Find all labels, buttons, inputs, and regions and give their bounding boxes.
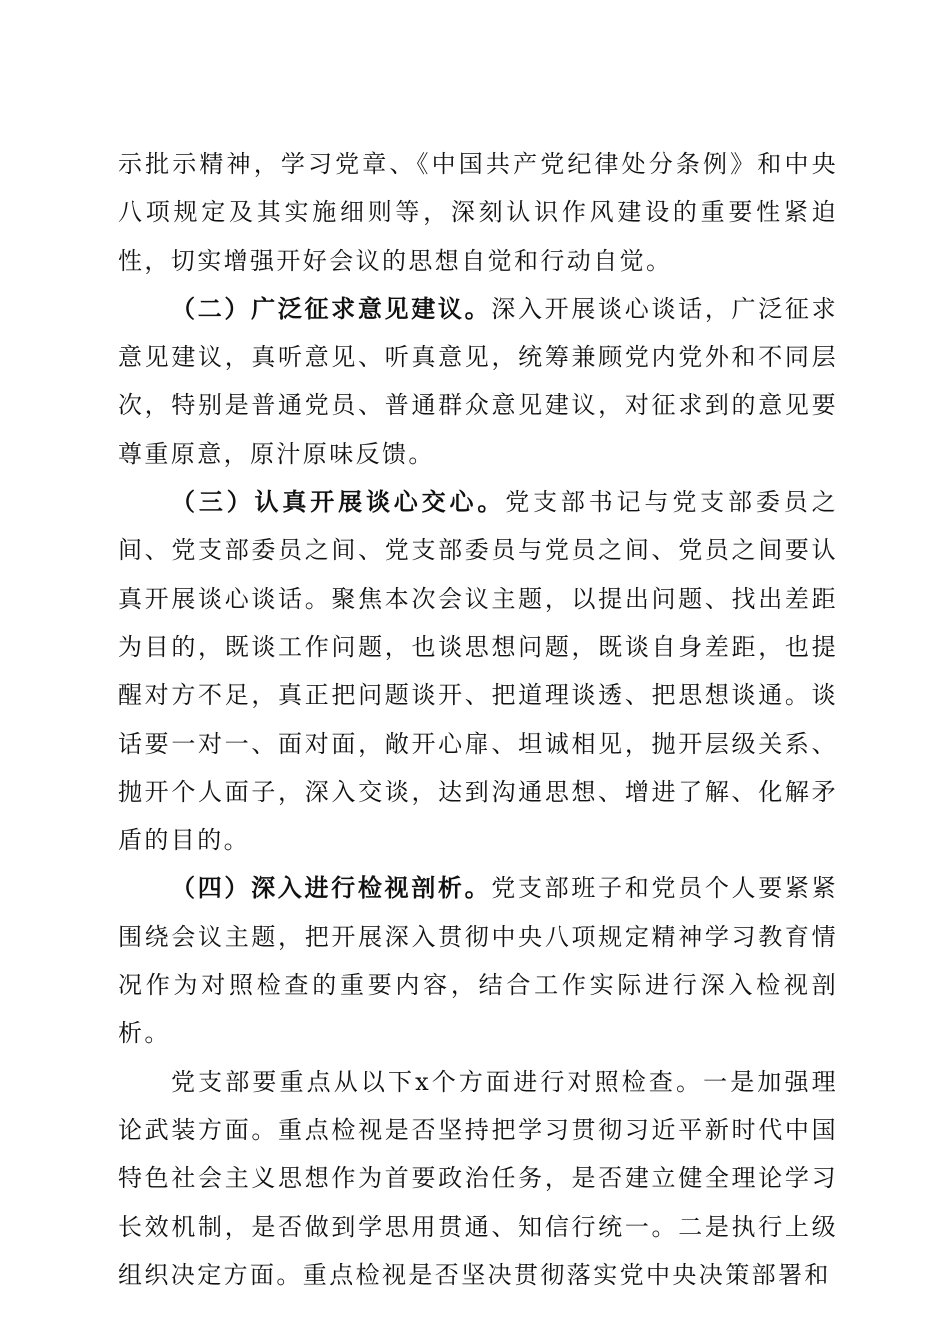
paragraph-4 bbox=[118, 864, 838, 1057]
paragraph-3 bbox=[118, 478, 838, 864]
paragraph-5 bbox=[118, 1058, 838, 1299]
paragraph-2 bbox=[118, 285, 838, 478]
paragraph-4-text: 党支部班子和党员个人要紧紧围绕会议主题，把开展深入贯彻中央八项规定精神学习教育情况作为对照检查的重要内容，结合工作实际进行深入检视剖析。 bbox=[118, 874, 838, 1048]
paragraph-2-text: 深入开展谈心谈话，广泛征求意见建议，真听意见、听真意见，统筹兼顾党内党外和不同层次，特别是普通党员、普通群众意见建议，对征求到的意见要尊重原意，原汁原味反馈。 bbox=[118, 294, 838, 468]
paragraph-2-heading: （二）广泛征求意见建议。 bbox=[171, 293, 492, 323]
paragraph-3-text: 党支部书记与党支部委员之间、党支部委员之间、党支部委员与党员之间、党员之间要认真开展谈心谈话。聚焦本次会议主题，以提出问题、找出差距为目的，既谈工作问题，也谈思想问题，既谈自身差距，也提醒对方不足，真正把问题谈开、把道理谈透、把思想谈通。谈话要一对一、面对面，敞开心扉、坦诚相见，抛开层级关系、抛开个人面子，深入交谈，达到沟通思想、增进了解、化解矛盾的目的。 bbox=[118, 488, 838, 855]
paragraph-1-text: 示批示精神，学习党章、《中国共产党纪律处分条例》和中央八项规定及其实施细则等，深刻认识作风建设的重要性紧迫性，切实增强开好会议的思想自觉和行动自觉。 bbox=[118, 150, 838, 275]
paragraph-1 bbox=[118, 140, 838, 285]
paragraph-3-heading: （三）认真开展谈心交心。 bbox=[171, 487, 506, 517]
paragraph-4-heading: （四）深入进行检视剖析。 bbox=[171, 873, 492, 903]
document-body bbox=[118, 140, 838, 1299]
paragraph-5-text: 党支部要重点从以下x个方面进行对照检查。一是加强理论武装方面。重点检视是否坚持把学习贯彻习近平新时代中国特色社会主义思想作为首要政治任务，是否建立健全理论学习长效机制，是否做到学思用贯通、知信行统一。二是执行上级组织决定方面。重点检视是否坚决贯彻落实党中央决策部署和 bbox=[118, 1067, 838, 1289]
